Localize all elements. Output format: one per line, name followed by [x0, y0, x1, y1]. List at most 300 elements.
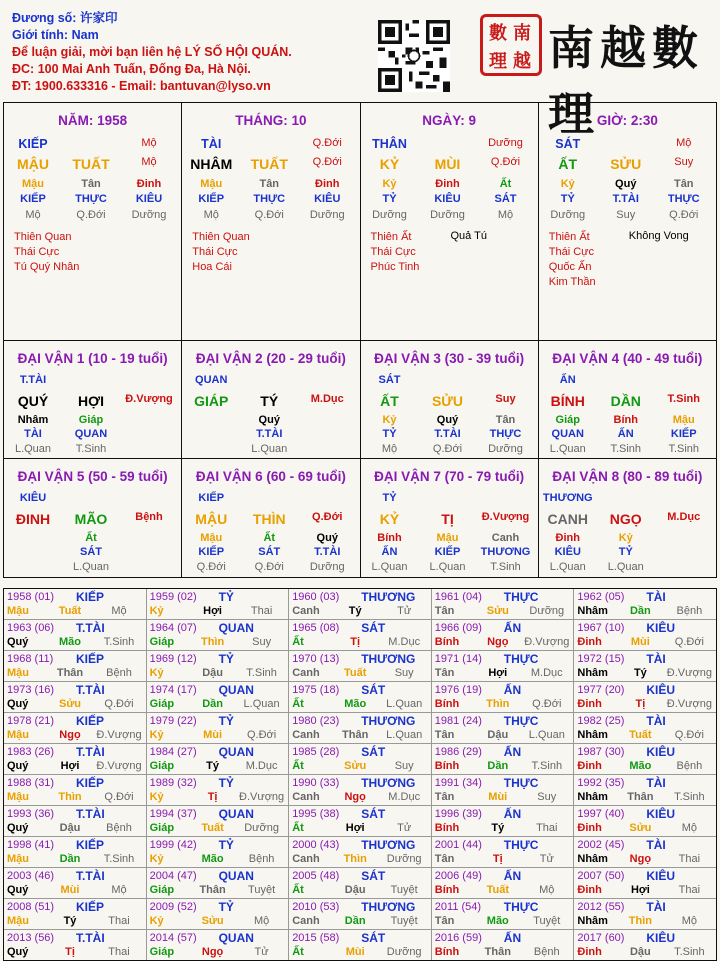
- star-item: Hoa Cái: [192, 261, 232, 273]
- year-cell: [289, 589, 432, 619]
- year-status: Bệnh: [248, 853, 275, 865]
- year-status: Mộ: [681, 822, 698, 834]
- year-god: KIẾP: [76, 652, 105, 666]
- year-status: Tuyệt: [390, 884, 418, 896]
- seal-char-4: 理: [489, 51, 507, 72]
- luck-main: NGỌ: [609, 511, 642, 527]
- year-label: 1971 (14): [434, 653, 482, 665]
- year-branch: Thân: [627, 791, 654, 803]
- year-cell: [289, 651, 432, 681]
- pillar-hidden: Đinh: [435, 178, 460, 190]
- year-cell: [432, 682, 575, 712]
- star-item: Kim Thần: [548, 276, 596, 288]
- pillar-main: NHÂM: [190, 156, 233, 172]
- luck-main: Bệnh: [135, 511, 163, 523]
- year-god: TÀI: [646, 776, 666, 790]
- year-stem: Quý: [7, 636, 29, 648]
- pillar-status: Mộ: [25, 209, 41, 221]
- year-label: 1985 (28): [292, 746, 340, 758]
- pillar-hidden: Tân: [673, 178, 694, 190]
- year-label: 1961 (04): [434, 591, 482, 603]
- year-stem: Giáp: [149, 822, 175, 834]
- pillar-title: GIỜ: 2:30: [596, 113, 658, 128]
- year-status: Dưỡng: [386, 853, 422, 865]
- year-god: THỰC: [503, 652, 539, 666]
- year-branch: Tuất: [58, 605, 82, 617]
- year-branch: Ngọ: [629, 853, 652, 865]
- luck-status: L.Quan: [549, 561, 586, 573]
- pillar-main: TUẤT: [250, 156, 288, 172]
- pillar-main: SỬU: [610, 156, 642, 172]
- luck-main: SỬU: [431, 393, 464, 409]
- year-cell: [4, 775, 147, 805]
- year-row: [4, 806, 716, 837]
- luck-god: ẤN: [381, 546, 398, 558]
- year-status: Q.Đới: [104, 791, 134, 803]
- year-cell: [147, 620, 290, 650]
- luck-row-2: [4, 459, 716, 577]
- year-god: TÀI: [646, 900, 666, 914]
- year-status: Bệnh: [106, 822, 132, 834]
- year-label: 2001 (44): [434, 839, 482, 851]
- year-status: Bệnh: [533, 946, 560, 958]
- year-stem: Giáp: [149, 884, 175, 896]
- year-status: Suy: [537, 791, 557, 803]
- star-item: Thái Cực: [14, 246, 60, 258]
- pillar-god: KIẾP: [198, 193, 225, 205]
- year-table: [3, 588, 717, 961]
- luck-cell: [539, 341, 716, 459]
- year-god: T.TÀI: [76, 621, 105, 635]
- luck-cell: [182, 341, 360, 459]
- year-branch: Dần: [487, 760, 509, 772]
- year-status: M.Dục: [388, 791, 421, 803]
- luck-cell: [539, 459, 716, 577]
- gender-label: Giới tính:: [12, 28, 69, 42]
- year-branch: Hợi: [630, 884, 650, 896]
- subject-label: Đương số:: [12, 11, 77, 25]
- luck-status: L.Quan: [72, 561, 110, 573]
- luck-god: TỶ: [382, 428, 397, 440]
- year-cell: [4, 620, 147, 650]
- year-branch: Mão: [344, 698, 367, 710]
- pillar-cell: [4, 103, 182, 341]
- star-list: [371, 230, 420, 275]
- year-stem: Nhâm: [577, 605, 608, 617]
- year-status: Tử: [539, 853, 554, 865]
- year-cell: [574, 930, 716, 960]
- year-branch: Tuất: [629, 729, 652, 741]
- luck-cell: [361, 459, 539, 577]
- year-status: T.Sinh: [674, 946, 705, 958]
- year-stem: Mậu: [7, 791, 29, 803]
- year-god: QUAN: [218, 807, 254, 821]
- year-status: L.Quan: [386, 729, 423, 741]
- year-label: 1980 (23): [292, 715, 340, 727]
- pillar-top: TÀI: [201, 137, 222, 151]
- pillar-top: Dưỡng: [488, 137, 523, 149]
- year-stem: Ất: [292, 822, 304, 834]
- year-branch: Thân: [342, 729, 369, 741]
- year-cell: [4, 837, 147, 867]
- year-label: 1964 (07): [149, 622, 197, 634]
- year-branch: Hợi: [488, 667, 508, 679]
- year-cell: [147, 651, 290, 681]
- year-god: THƯƠNG: [361, 590, 416, 604]
- year-god: KIÊU: [646, 869, 676, 883]
- year-god: QUAN: [218, 745, 254, 759]
- year-branch: Thìn: [628, 915, 652, 927]
- year-label: 1992 (35): [577, 777, 625, 789]
- year-god: QUAN: [218, 931, 254, 945]
- year-cell: [289, 682, 432, 712]
- year-branch: Mão: [201, 853, 224, 865]
- year-cell: [574, 899, 716, 929]
- year-god: ẤN: [503, 621, 522, 635]
- seal-char-3: 數: [489, 23, 507, 44]
- year-status: Đ.Vượng: [666, 667, 712, 679]
- year-god: KIẾP: [76, 900, 105, 914]
- year-status: T.Sinh: [103, 853, 135, 865]
- star-list: [549, 230, 596, 290]
- year-status: Tuyệt: [248, 884, 276, 896]
- pillar-status: Mộ: [203, 209, 219, 221]
- year-cell: [432, 713, 575, 743]
- luck-title: ĐẠI VẬN 4 (40 - 49 tuổi): [552, 351, 703, 366]
- year-branch: Thìn: [200, 636, 225, 648]
- year-status: Tuyệt: [533, 915, 561, 927]
- year-status: M.Dục: [245, 760, 278, 772]
- year-god: KIÊU: [646, 683, 676, 697]
- year-cell: [432, 806, 575, 836]
- year-stem: Đinh: [577, 636, 602, 648]
- year-label: 1973 (16): [7, 684, 55, 696]
- year-cell: [574, 682, 716, 712]
- year-label: 1982 (25): [577, 715, 625, 727]
- luck-status: Dưỡng: [309, 561, 345, 573]
- year-label: 2013 (56): [7, 932, 55, 944]
- pillar-god: KIẾP: [20, 193, 46, 205]
- year-status: Bệnh: [676, 605, 703, 617]
- chart-grid: [3, 102, 717, 578]
- year-label: 1976 (19): [434, 684, 482, 696]
- year-branch: Mùi: [488, 791, 508, 803]
- pillar-hidden: Kỷ: [560, 178, 575, 190]
- year-status: Tuyệt: [390, 915, 418, 927]
- year-branch: Dậu: [344, 884, 366, 896]
- year-label: 2012 (55): [577, 901, 625, 913]
- year-label: 1963 (06): [7, 622, 55, 634]
- luck-cell: [361, 341, 539, 459]
- luck-status: L.Quan: [607, 561, 644, 573]
- luck-top: KIÊU: [19, 492, 47, 504]
- year-cell: [574, 589, 716, 619]
- luck-god: T.TÀI: [314, 546, 341, 558]
- luck-status: T.Sinh: [490, 561, 521, 573]
- year-status: Tử: [397, 822, 412, 834]
- year-label: 2010 (53): [292, 901, 340, 913]
- year-god: T.TÀI: [76, 807, 105, 821]
- luck-status: L.Quan: [371, 561, 408, 573]
- year-god: QUAN: [218, 683, 254, 697]
- year-branch: Tuất: [486, 884, 509, 896]
- year-label: 1993 (36): [7, 808, 55, 820]
- pillar-extra: Quả Tú: [450, 230, 487, 242]
- year-label: 2002 (45): [577, 839, 625, 851]
- year-label: 1984 (27): [149, 746, 197, 758]
- year-status: Q.Đới: [532, 698, 562, 710]
- year-branch: Tị: [207, 791, 218, 803]
- year-god: THƯƠNG: [361, 714, 416, 728]
- star-list: [192, 230, 249, 275]
- year-cell: [432, 899, 575, 929]
- pillar-top: KIẾP: [18, 137, 48, 151]
- pillar-status: Dưỡng: [131, 209, 167, 221]
- year-cell: [432, 775, 575, 805]
- pillar-status: Q.Đới: [669, 209, 699, 221]
- year-god: SÁT: [361, 683, 386, 697]
- year-status: Mộ: [681, 915, 698, 927]
- year-branch: Dậu: [59, 822, 81, 834]
- year-stem: Nhâm: [577, 915, 608, 927]
- luck-top: ẤN: [559, 374, 576, 386]
- pillar-hidden: Tân: [81, 178, 101, 190]
- year-label: 2016 (59): [434, 932, 482, 944]
- luck-hidden: Ất: [85, 532, 97, 544]
- year-cell: [432, 589, 575, 619]
- year-branch: Tị: [635, 698, 646, 710]
- year-stem: Canh: [292, 853, 320, 865]
- logo-seal: [480, 14, 542, 76]
- star-item: Phúc Tinh: [370, 261, 420, 273]
- year-label: 2008 (51): [7, 901, 55, 913]
- luck-title: ĐẠI VẬN 3 (30 - 39 tuổi): [374, 351, 525, 366]
- year-label: 1986 (29): [434, 746, 482, 758]
- year-branch: Tuất: [201, 822, 224, 834]
- year-row: [4, 620, 716, 651]
- year-cell: [289, 713, 432, 743]
- year-status: T.Sinh: [246, 667, 277, 679]
- year-branch: Mùi: [60, 884, 80, 896]
- year-status: Q.Đới: [246, 729, 277, 741]
- luck-main: T.Sinh: [667, 393, 700, 405]
- luck-main: Đ.Vượng: [125, 393, 173, 405]
- year-label: 2004 (47): [149, 870, 197, 882]
- pillar-top: Mộ: [141, 137, 157, 149]
- year-label: 1997 (40): [577, 808, 625, 820]
- pillar-main: MẬU: [17, 156, 49, 172]
- luck-main: TÝ: [260, 393, 279, 409]
- year-status: Thai: [108, 946, 130, 958]
- pillar-title: THÁNG: 10: [235, 113, 307, 128]
- luck-status: L.Quan: [549, 443, 586, 455]
- year-cell: [147, 713, 290, 743]
- year-stem: Tân: [434, 853, 455, 865]
- year-cell: [432, 651, 575, 681]
- year-branch: Ngọ: [59, 729, 81, 741]
- year-cell: [4, 930, 147, 960]
- year-stem: Canh: [292, 729, 320, 741]
- year-stem: Mậu: [7, 729, 29, 741]
- year-god: TÀI: [646, 652, 666, 666]
- luck-hidden: Ất: [263, 532, 276, 544]
- year-label: 2015 (58): [292, 932, 340, 944]
- year-stem: Kỷ: [149, 729, 164, 741]
- year-label: 2009 (52): [149, 901, 197, 913]
- luck-hidden: Mậu: [672, 414, 695, 426]
- year-status: Đ.Vượng: [666, 698, 712, 710]
- year-row: [4, 837, 716, 868]
- year-label: 1967 (10): [577, 622, 625, 634]
- year-status: T.Sinh: [103, 636, 135, 648]
- star-item: Thiên Quan: [192, 231, 250, 243]
- year-status: L.Quan: [386, 698, 423, 710]
- year-branch: Mão: [486, 915, 509, 927]
- luck-title: ĐẠI VẬN 7 (70 - 79 tuổi): [374, 469, 525, 484]
- pillar-cell: [182, 103, 360, 341]
- year-stem: Ất: [292, 946, 304, 958]
- year-stem: Đinh: [577, 822, 602, 834]
- year-label: 2017 (60): [577, 932, 625, 944]
- year-cell: [4, 899, 147, 929]
- year-cell: [289, 620, 432, 650]
- star-item: Quốc Ấn: [548, 261, 592, 273]
- luck-god: TÀI: [24, 428, 42, 440]
- year-cell: [4, 589, 147, 619]
- year-cell: [147, 744, 290, 774]
- year-stem: Nhâm: [577, 667, 608, 679]
- year-stem: Ất: [292, 698, 304, 710]
- pillar-hidden: Kỷ: [382, 178, 397, 190]
- year-row: [4, 682, 716, 713]
- year-branch: Dậu: [629, 946, 651, 958]
- pillar-hidden: Đinh: [136, 178, 162, 190]
- luck-hidden: Mậu: [436, 532, 459, 544]
- luck-main: THÌN: [252, 511, 286, 527]
- star-item: Thiên Quan: [14, 231, 72, 243]
- year-cell: [4, 744, 147, 774]
- year-god: SÁT: [361, 869, 386, 883]
- year-stem: Nhâm: [577, 729, 608, 741]
- luck-cell: [182, 459, 360, 577]
- year-branch: Dần: [629, 605, 651, 617]
- year-status: Mộ: [111, 605, 127, 617]
- year-cell: [574, 837, 716, 867]
- year-status: Thai: [250, 605, 273, 617]
- luck-main: TỊ: [441, 511, 454, 527]
- year-cell: [4, 868, 147, 898]
- year-stem: Quý: [7, 822, 29, 834]
- year-label: 2014 (57): [149, 932, 197, 944]
- invite-text: Để luận giải, mời bạn liên hệ LÝ SỐ HỘI QUÁN.: [12, 45, 292, 59]
- year-god: KIÊU: [646, 807, 676, 821]
- year-god: KIÊU: [646, 621, 676, 635]
- year-label: 1978 (21): [7, 715, 55, 727]
- year-god: KIẾP: [76, 590, 105, 604]
- year-branch: Tý: [633, 667, 647, 679]
- year-god: T.TÀI: [76, 683, 105, 697]
- year-cell: [4, 713, 147, 743]
- year-god: TỶ: [218, 900, 234, 914]
- luck-main: KỶ: [379, 511, 400, 527]
- year-cell: [574, 713, 716, 743]
- pillar-hidden: Đinh: [315, 178, 340, 190]
- year-cell: [432, 930, 575, 960]
- star-item: Tú Quý Nhân: [14, 261, 80, 273]
- year-god: TỶ: [218, 652, 234, 666]
- logo-title: 南越數理: [548, 21, 704, 141]
- luck-title: ĐẠI VẬN 8 (80 - 89 tuổi): [552, 469, 703, 484]
- year-stem: Giáp: [149, 636, 175, 648]
- pillar-god: TỶ: [560, 193, 575, 205]
- luck-title: ĐẠI VẬN 6 (60 - 69 tuổi): [195, 469, 346, 484]
- pillar-top: Q.Đới: [312, 137, 342, 149]
- year-label: 2006 (49): [434, 870, 482, 882]
- luck-main: HỢI: [78, 393, 104, 409]
- pillar-hidden: Tân: [259, 178, 280, 190]
- luck-god: T.TÀI: [256, 428, 283, 440]
- luck-row-1: [4, 341, 716, 459]
- year-stem: Canh: [292, 605, 320, 617]
- pillar-status: Dưỡng: [550, 209, 586, 221]
- year-cell: [574, 806, 716, 836]
- year-label: 1983 (26): [7, 746, 55, 758]
- year-status: L.Quan: [243, 698, 280, 710]
- year-god: THỰC: [503, 714, 539, 728]
- pillar-top: SÁT: [555, 137, 581, 151]
- pillar-status: Suy: [616, 209, 636, 221]
- year-label: 1965 (08): [292, 622, 340, 634]
- year-branch: Tý: [206, 760, 220, 772]
- year-stem: Tân: [434, 667, 455, 679]
- pillar-top: THÂN: [372, 137, 407, 151]
- year-stem: Giáp: [149, 946, 175, 958]
- year-god: TỶ: [218, 590, 234, 604]
- year-cell: [574, 620, 716, 650]
- luck-status: T.Sinh: [610, 443, 642, 455]
- pillar-hidden: Mậu: [200, 178, 223, 190]
- year-god: KIÊU: [646, 931, 676, 945]
- year-label: 2003 (46): [7, 870, 55, 882]
- year-status: Mộ: [253, 915, 270, 927]
- year-status: Q.Đới: [674, 636, 704, 648]
- year-stem: Bính: [434, 884, 460, 896]
- luck-god: QUAN: [74, 428, 108, 440]
- luck-status: Q.Đới: [254, 561, 284, 573]
- year-god: QUAN: [218, 869, 254, 883]
- year-row: [4, 651, 716, 682]
- year-branch: Ngọ: [487, 636, 509, 648]
- luck-god: SÁT: [258, 546, 281, 558]
- year-branch: Sửu: [58, 698, 82, 710]
- luck-main: ĐINH: [15, 511, 51, 527]
- year-god: THƯƠNG: [361, 776, 416, 790]
- year-god: T.TÀI: [76, 745, 105, 759]
- luck-main: CANH: [547, 511, 588, 527]
- year-stem: Ất: [292, 760, 304, 772]
- year-stem: Đinh: [577, 698, 602, 710]
- year-label: 1970 (13): [292, 653, 340, 665]
- year-stem: Ất: [292, 884, 304, 896]
- year-status: Đ.Vượng: [96, 760, 142, 772]
- year-stem: Canh: [292, 791, 320, 803]
- year-stem: Tân: [434, 915, 455, 927]
- year-status: Mộ: [111, 884, 127, 896]
- qr-code-icon[interactable]: [378, 20, 450, 92]
- year-cell: [4, 682, 147, 712]
- year-branch: Mùi: [345, 946, 365, 958]
- year-status: L.Quan: [528, 729, 565, 741]
